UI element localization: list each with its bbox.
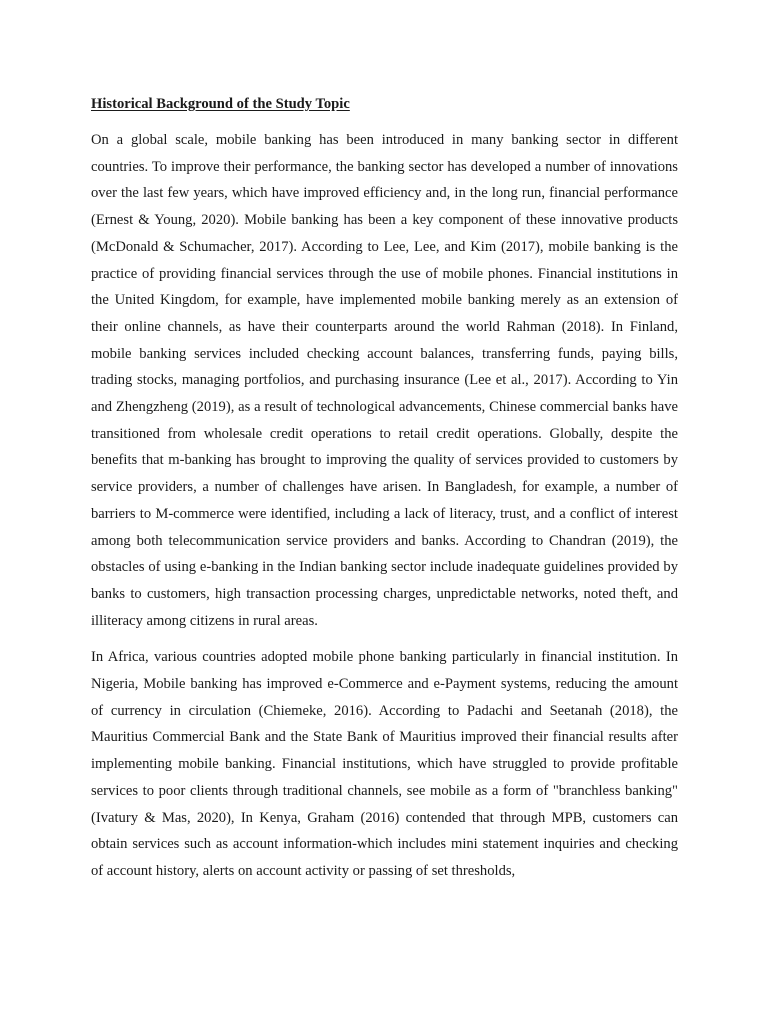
paragraph-africa-mobile-banking: In Africa, various countries adopted mobile phone banking particularly in financial institution. In Nigeria, Mobile banking has improved e-Commerce and e-Payment systems, reducing the amount of currency in circulation (Chiemeke, 2016). According to Padachi and Seetanah (2018), the Mauritius Commercial Bank and the State Bank of Mauritius improved their financial results after implementing mobile banking. Financial institutions, which have struggled to provide profitable services to poor clients through traditional channels, see mobile as a form of "branchless banking" (Ivatury & Mas, 2020), In Kenya, Graham (2016) contended that through MPB, customers can obtain services such as account information-which includes mini statement inquiries and checking of account history, alerts on account activity or passing of set thresholds, (91, 649, 678, 879)
paragraph-global-mobile-banking: On a global scale, mobile banking has been introduced in many banking sector in different countries. To improve their performance, the banking sector has developed a number of innovations over the last few years, which have improved efficiency and, in the long run, financial performance (Ernest & Young, 2020). Mobile banking has been a key component of these innovative products (McDonald & Schumacher, 2017). According to Lee, Lee, and Kim (2017), mobile banking is the practice of providing financial services through the use of mobile phones. Financial institutions in the United Kingdom, for example, have implemented mobile banking merely as an extension of their online channels, as have their counterparts around the world Rahman (2018). In Finland, mobile banking services included checking account balances, transferring funds, paying bills, trading stocks, managing portfolios, and purchasing insurance (Lee et al., 2017). According to Yin and Zhengzheng (2019), as a result of technological advancements, Chinese commercial banks have transitioned from wholesale credit operations to retail credit operations. Globally, despite the benefits that m-banking has brought to improving the quality of services provided to customers by service providers, a number of challenges have arisen. In Bangladesh, for example, a number of barriers to M-commerce were identified, including a lack of literacy, trust, and a conflict of interest among both telecommunication service providers and banks. According to Chandran (2019), the obstacles of using e-banking in the Indian banking sector include inadequate guidelines provided by banks to customers, high transaction processing charges, unpredictable networks, noted theft, and illiteracy among citizens in rural areas. (91, 132, 678, 629)
section-heading: Historical Background of the Study Topic (91, 96, 350, 112)
document-body (91, 92, 678, 895)
